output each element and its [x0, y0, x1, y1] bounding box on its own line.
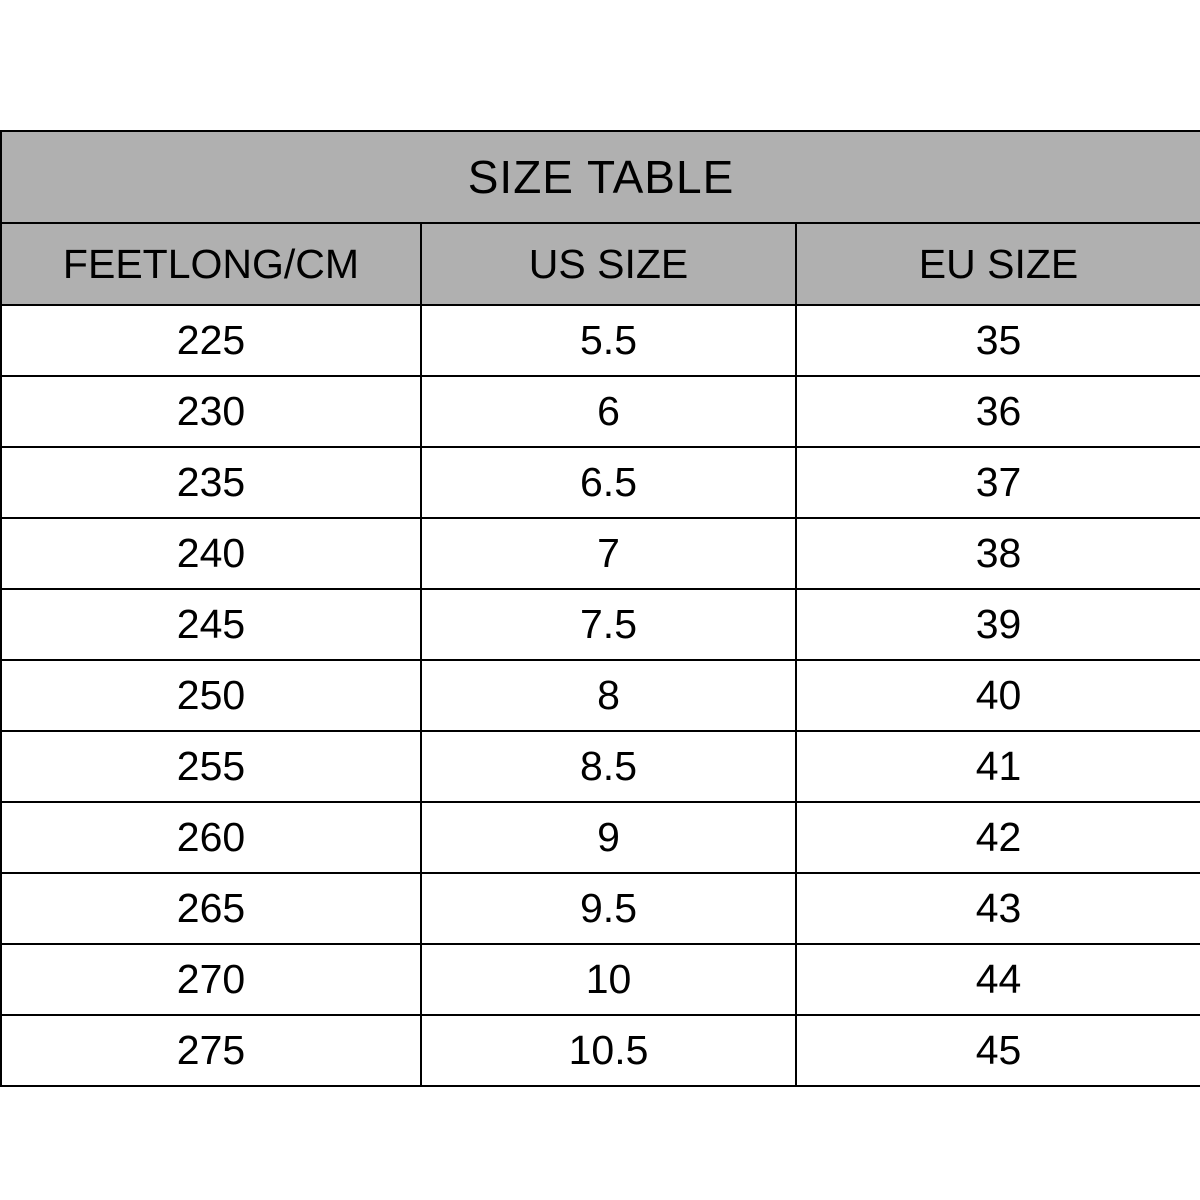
table-row: [1, 376, 1200, 447]
cell-feetlong-cm: 270: [1, 944, 421, 1015]
cell-eu-size: 42: [796, 802, 1200, 873]
cell-feetlong-cm: 235: [1, 447, 421, 518]
size-table-body: [1, 131, 1200, 1086]
table-row: [1, 873, 1200, 944]
cell-eu-size: 45: [796, 1015, 1200, 1086]
size-table-container: [0, 130, 1200, 1087]
table-row: [1, 447, 1200, 518]
cell-feetlong-cm: 250: [1, 660, 421, 731]
table-row: [1, 660, 1200, 731]
cell-feetlong-cm: 225: [1, 305, 421, 376]
cell-feetlong-cm: 275: [1, 1015, 421, 1086]
cell-us-size: 10: [421, 944, 796, 1015]
cell-eu-size: 40: [796, 660, 1200, 731]
cell-us-size: 6: [421, 376, 796, 447]
cell-us-size: 9.5: [421, 873, 796, 944]
cell-us-size: 8.5: [421, 731, 796, 802]
cell-eu-size: 35: [796, 305, 1200, 376]
cell-eu-size: 38: [796, 518, 1200, 589]
cell-eu-size: 43: [796, 873, 1200, 944]
size-table: [0, 130, 1200, 1087]
cell-us-size: 8: [421, 660, 796, 731]
cell-eu-size: 41: [796, 731, 1200, 802]
table-row: [1, 944, 1200, 1015]
table-title: SIZE TABLE: [1, 131, 1200, 223]
cell-eu-size: 36: [796, 376, 1200, 447]
column-header-us-size: US SIZE: [421, 223, 796, 305]
table-row: [1, 589, 1200, 660]
cell-feetlong-cm: 255: [1, 731, 421, 802]
cell-us-size: 10.5: [421, 1015, 796, 1086]
cell-us-size: 7.5: [421, 589, 796, 660]
table-row: [1, 802, 1200, 873]
column-header-eu-size: EU SIZE: [796, 223, 1200, 305]
cell-feetlong-cm: 245: [1, 589, 421, 660]
cell-feetlong-cm: 260: [1, 802, 421, 873]
cell-eu-size: 37: [796, 447, 1200, 518]
table-row: [1, 1015, 1200, 1086]
table-row: [1, 305, 1200, 376]
cell-feetlong-cm: 230: [1, 376, 421, 447]
table-row: [1, 731, 1200, 802]
cell-eu-size: 39: [796, 589, 1200, 660]
column-header-feetlong-cm: FEETLONG/CM: [1, 223, 421, 305]
table-header-row: [1, 223, 1200, 305]
cell-us-size: 6.5: [421, 447, 796, 518]
cell-us-size: 5.5: [421, 305, 796, 376]
cell-eu-size: 44: [796, 944, 1200, 1015]
cell-feetlong-cm: 265: [1, 873, 421, 944]
cell-feetlong-cm: 240: [1, 518, 421, 589]
cell-us-size: 7: [421, 518, 796, 589]
table-title-row: [1, 131, 1200, 223]
cell-us-size: 9: [421, 802, 796, 873]
table-row: [1, 518, 1200, 589]
